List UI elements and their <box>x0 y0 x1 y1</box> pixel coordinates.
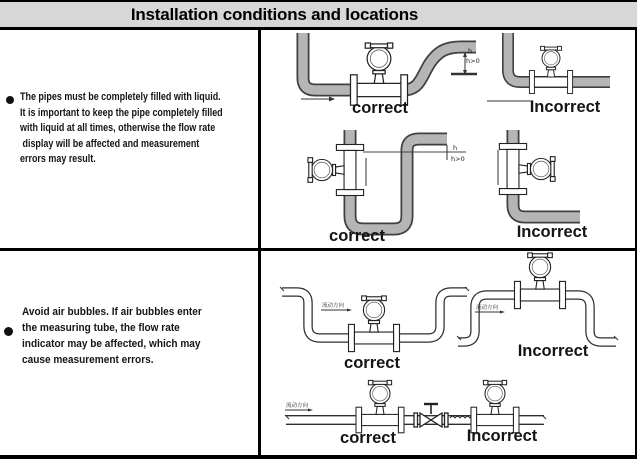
note-line: the measuring tube, the flow rate <box>22 322 180 334</box>
correct-label: correct <box>352 99 408 117</box>
flow-meter-icon <box>529 46 572 93</box>
flow-meter-icon <box>308 145 364 196</box>
flow-meter-icon <box>499 144 555 195</box>
correct-label: correct <box>340 429 396 447</box>
flow-arrow-icon <box>500 311 505 314</box>
row-divider <box>0 248 637 251</box>
flow-arrow-icon <box>308 409 313 412</box>
note-line: It is important to keep the pipe completely filled <box>20 106 223 119</box>
note-air-bubbles <box>22 304 247 368</box>
flow-direction-annotation: 流动方向 <box>322 303 345 309</box>
note-full-pipe <box>20 90 261 168</box>
flow-arrow-icon <box>347 309 352 312</box>
note-line: with liquid at all times, otherwise the flow rate <box>20 122 216 134</box>
height-dimension-label: h <box>468 47 473 55</box>
bullet-icon <box>6 96 14 104</box>
flow-meter-icon <box>351 43 408 105</box>
note-line: errors may result. <box>20 153 96 165</box>
note-line: display will be affected and measurement <box>20 137 200 150</box>
height-dimension-label: h <box>453 144 458 152</box>
bullet-icon <box>4 327 13 336</box>
incorrect-label: Incorrect <box>517 342 589 360</box>
note-line: indicator may be affected, which may <box>22 338 201 350</box>
flow-direction-annotation: 流动方向 <box>286 403 309 409</box>
incorrect-label: Incorrect <box>466 427 538 445</box>
height-dimension-label: h>0 <box>451 155 465 163</box>
flow-meter-icon <box>356 380 404 432</box>
height-dimension-label: h>0 <box>466 57 480 65</box>
note-line: Avoid air bubbles. If air bubbles enter <box>22 306 202 318</box>
flow-direction-annotation: 流动方向 <box>476 305 499 311</box>
flow-meter-icon <box>471 380 519 432</box>
pipe-path <box>350 130 447 229</box>
incorrect-label: Incorrect <box>529 98 601 116</box>
correct-label: correct <box>329 227 385 245</box>
flow-meter-icon <box>349 296 400 352</box>
note-line: cause measurement errors. <box>22 354 154 366</box>
note-line: The pipes must be completely filled with liquid. <box>20 91 221 103</box>
page-title: Installation conditions and locations <box>130 4 419 24</box>
flow-meter-icon <box>515 253 566 309</box>
incorrect-label: Incorrect <box>516 223 588 241</box>
correct-label: correct <box>344 354 400 372</box>
bottom-border <box>0 455 637 459</box>
header-bar <box>0 0 637 30</box>
